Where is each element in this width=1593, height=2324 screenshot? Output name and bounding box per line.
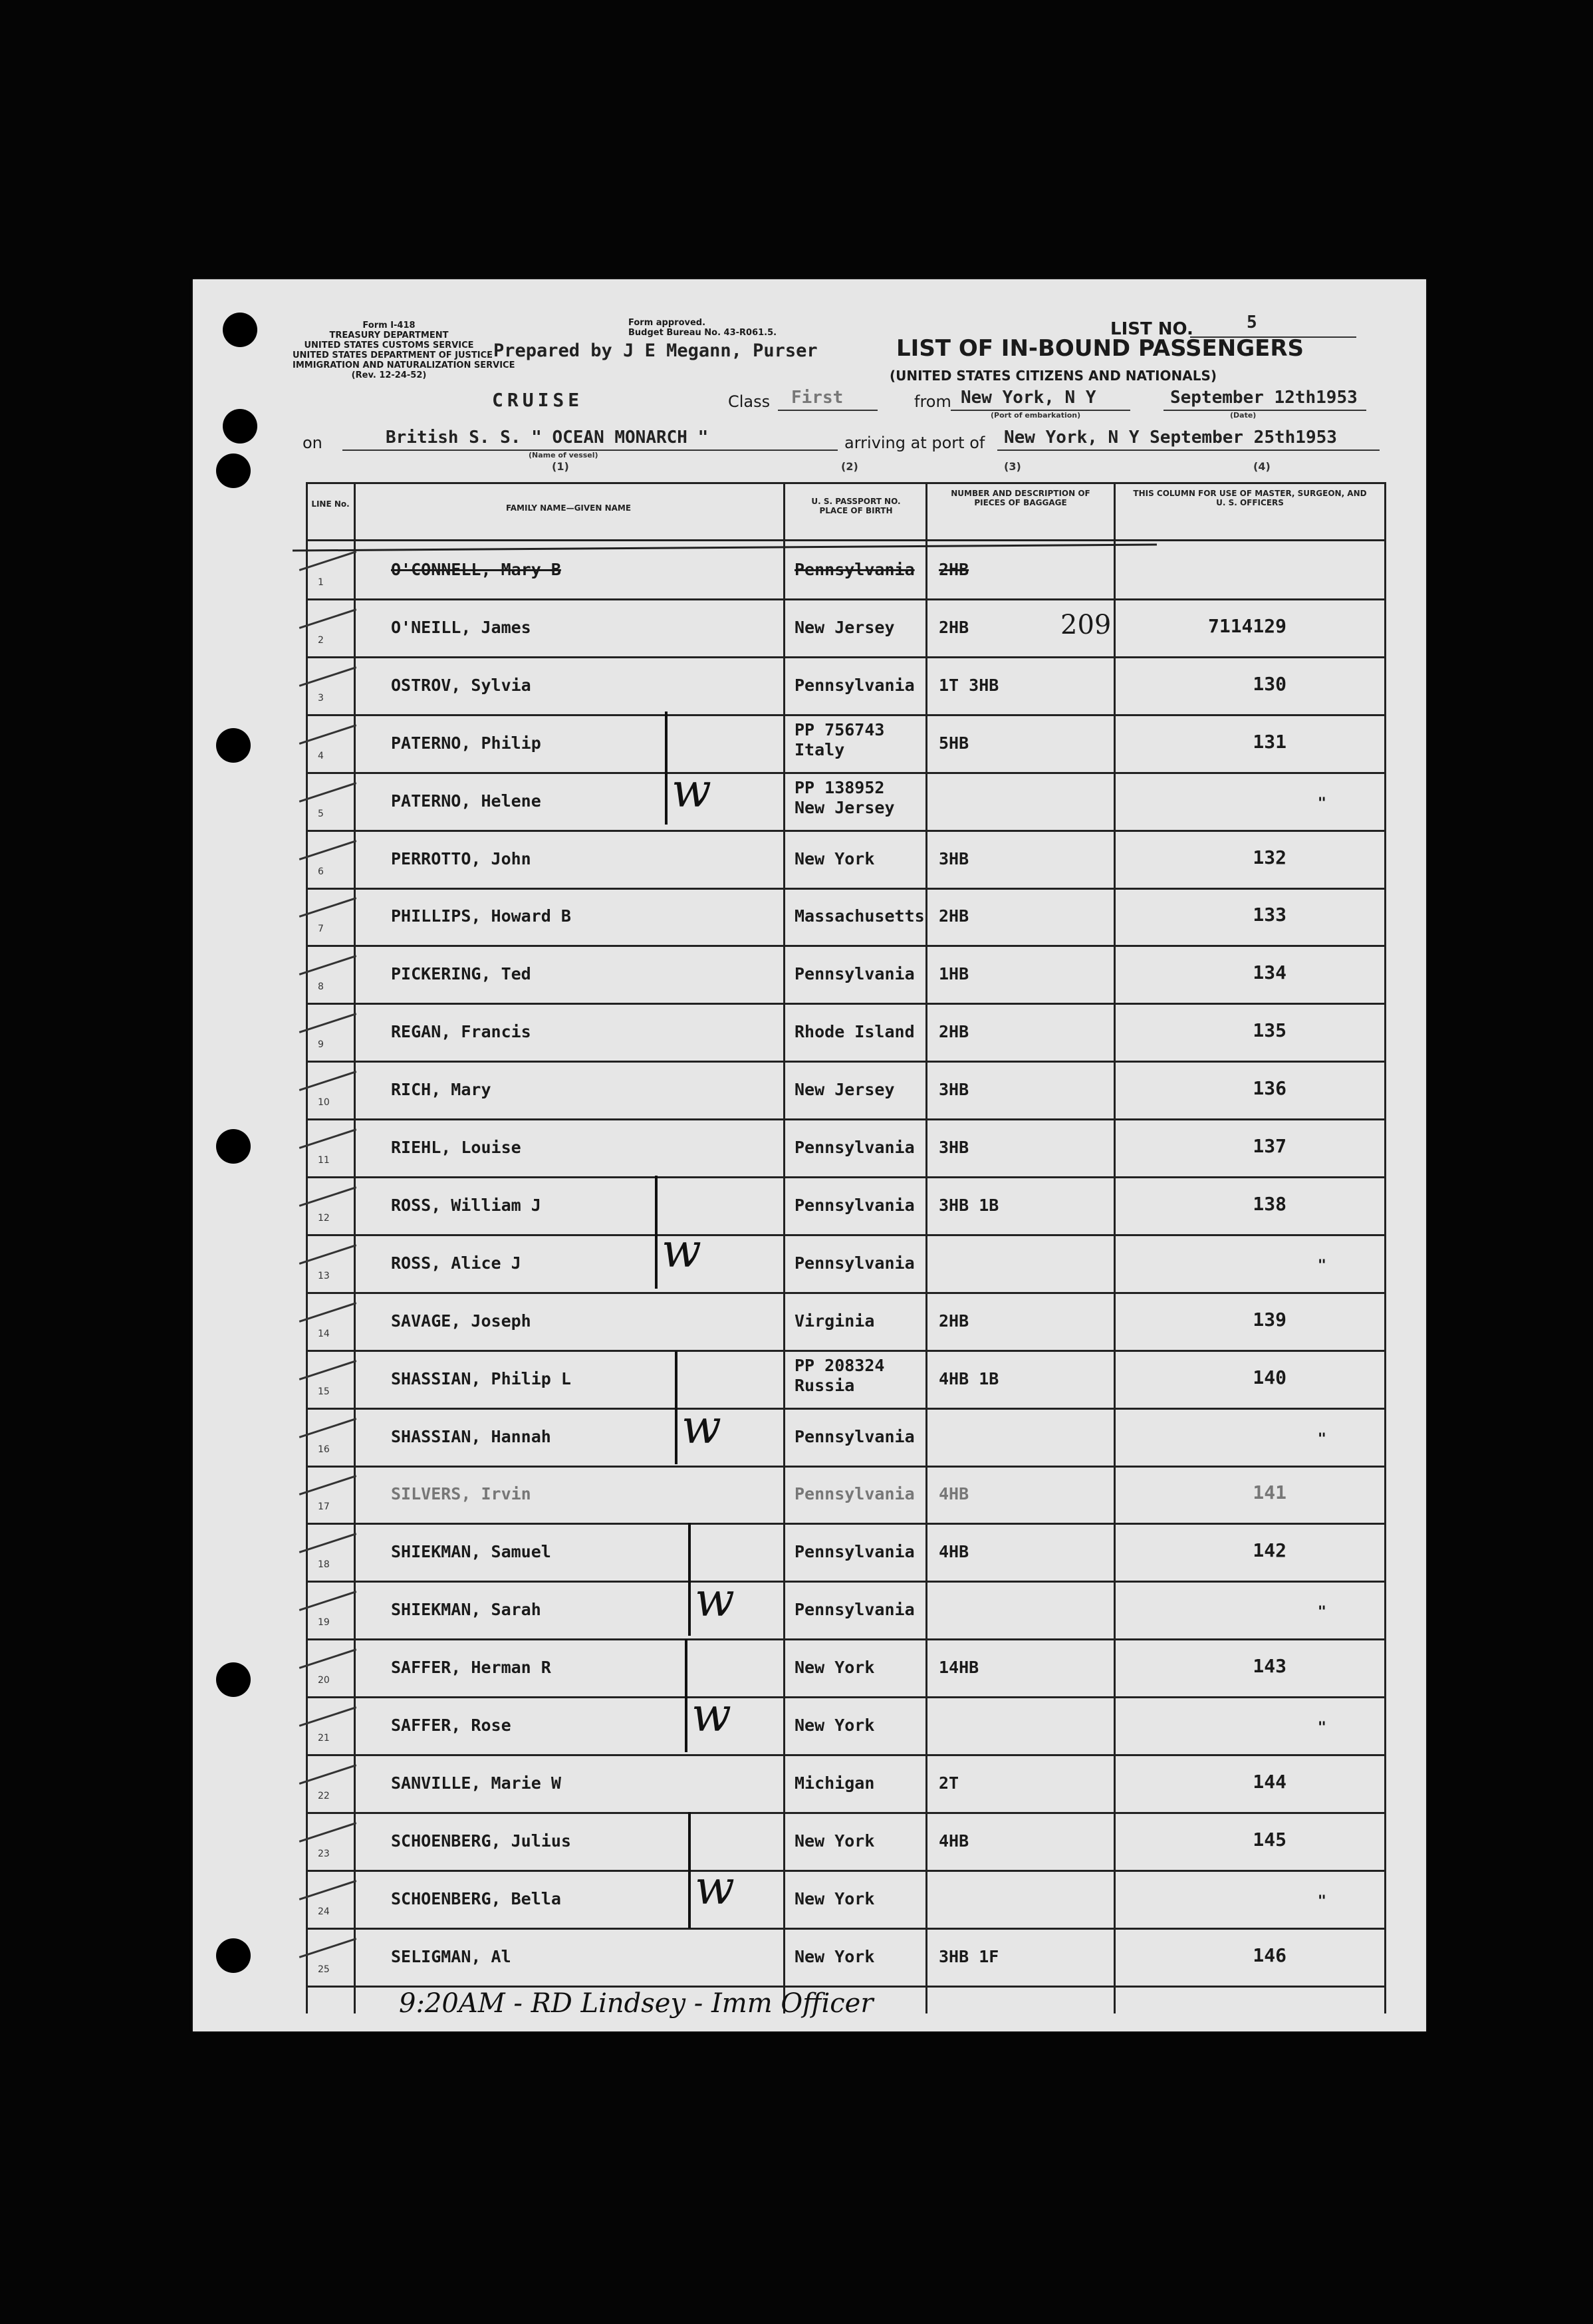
budget-bureau-line: Budget Bureau No. 43-R061.5. <box>628 328 777 338</box>
line-number: 17 <box>318 1501 330 1513</box>
line-number: 11 <box>318 1155 330 1166</box>
passenger-name: SCHOENBERG, Julius <box>391 1831 571 1851</box>
passenger-name: O'CONNELL, Mary B <box>391 560 561 579</box>
check-mark <box>299 1648 357 1669</box>
place-of-birth: Pennsylvania <box>795 1426 915 1446</box>
table-row <box>306 1581 1386 1640</box>
passport-birthplace <box>795 778 895 818</box>
admin-number: 131 <box>1253 730 1287 753</box>
approval-line: Form approved. <box>628 318 706 328</box>
place-of-birth: Massachusetts <box>795 906 925 926</box>
ditto-mark: " <box>1317 1430 1326 1448</box>
header-name: FAMILY NAME—GIVEN NAME <box>505 503 632 513</box>
header-passport: U. S. PASSPORT NO. PLACE OF BIRTH <box>811 497 901 515</box>
baggage: 1T 3HB <box>939 675 999 695</box>
passenger-name: PICKERING, Ted <box>391 964 531 984</box>
table-row <box>306 1408 1386 1468</box>
table-header <box>306 482 1386 541</box>
place-of-birth: New Jersey <box>795 797 895 817</box>
passenger-name: SHIEKMAN, Sarah <box>391 1600 541 1620</box>
passenger-name: SAFFER, Herman R <box>391 1658 551 1678</box>
place-of-birth: Virginia <box>795 1311 875 1331</box>
line-number: 6 <box>318 866 324 877</box>
baggage: 1HB <box>939 964 969 984</box>
check-mark <box>299 1476 357 1496</box>
passport-number: PP 208324 <box>795 1355 885 1375</box>
table-row <box>306 1293 1386 1352</box>
ditto-mark: " <box>1317 795 1326 812</box>
place-of-birth: New York <box>795 1946 875 1966</box>
admin-number: 146 <box>1253 1944 1287 1966</box>
check-mark <box>299 1071 357 1091</box>
line-number: 18 <box>318 1559 330 1571</box>
line-number: 10 <box>318 1097 330 1108</box>
punch-hole <box>216 1662 251 1697</box>
check-mark <box>299 1880 357 1900</box>
cruise-label: CRUISE <box>492 389 584 411</box>
line-number: 13 <box>318 1270 330 1281</box>
form-approval <box>628 318 777 338</box>
table-row <box>306 715 1386 774</box>
punch-hole <box>216 1129 251 1164</box>
place-of-birth: Rhode Island <box>795 1022 915 1042</box>
line-number: 8 <box>318 981 324 993</box>
ditto-mark: " <box>1317 1604 1326 1621</box>
passenger-name: SHASSIAN, Hannah <box>391 1426 551 1446</box>
dept-treasury: TREASURY DEPARTMENT <box>329 330 449 340</box>
family-mark: w <box>691 1688 731 1742</box>
list-number-label: LIST NO. <box>1110 319 1193 339</box>
check-mark <box>299 1533 357 1553</box>
line-number: 23 <box>318 1848 330 1859</box>
passenger-name: SCHOENBERG, Bella <box>391 1888 561 1908</box>
line-number: 2 <box>318 634 324 646</box>
place-of-birth: Pennsylvania <box>795 1542 915 1562</box>
passport-birthplace <box>795 1356 884 1396</box>
place-of-birth: New York <box>795 1716 875 1735</box>
family-mark: w <box>672 763 711 818</box>
header-line-no: LINE No. <box>311 499 350 509</box>
passenger-name: SAVAGE, Joseph <box>391 1311 531 1331</box>
table-row <box>306 946 1386 1005</box>
dept-customs: UNITED STATES CUSTOMS SERVICE <box>304 340 474 350</box>
baggage: 14HB <box>939 1658 979 1678</box>
place-of-birth: Pennsylvania <box>795 560 915 579</box>
table-row <box>306 599 1386 658</box>
baggage: 3HB 1B <box>939 1195 999 1215</box>
table-row <box>306 1351 1386 1410</box>
departure-date: September 12th1953 <box>1170 388 1358 408</box>
table-row <box>306 1639 1386 1698</box>
dept-ins: IMMIGRATION AND NATURALIZATION SERVICE <box>293 360 515 370</box>
line-number: 20 <box>318 1675 330 1686</box>
table-row <box>306 1061 1386 1120</box>
place-of-birth: New York <box>795 1658 875 1678</box>
table-row <box>306 888 1386 947</box>
baggage: 4HB 1B <box>939 1368 999 1388</box>
admin-number: 138 <box>1253 1192 1287 1215</box>
baggage: 4HB <box>939 1831 969 1851</box>
check-mark <box>299 1591 357 1611</box>
passenger-name: SHIEKMAN, Samuel <box>391 1542 551 1562</box>
admin-number: 140 <box>1253 1366 1287 1388</box>
passenger-name: PATERNO, Philip <box>391 733 541 753</box>
baggage: 4HB <box>939 1542 969 1562</box>
strike-line <box>293 543 1157 551</box>
table-row <box>306 1928 1386 1988</box>
admin-number: 141 <box>1253 1482 1287 1504</box>
from-caption: (Port of embarkation) <box>991 411 1081 420</box>
place-of-birth: Michigan <box>795 1773 875 1793</box>
admin-number: 144 <box>1253 1770 1287 1793</box>
ditto-mark: " <box>1317 1720 1326 1736</box>
handwritten-inspection-note: 9:20AM - RD Lindsey - Imm Officer <box>399 1988 874 2019</box>
punch-hole <box>223 409 257 444</box>
admin-number: 145 <box>1253 1828 1287 1851</box>
passenger-name: SELIGMAN, Al <box>391 1946 511 1966</box>
passenger-name: RIEHL, Louise <box>391 1138 521 1157</box>
punch-hole <box>223 313 257 347</box>
handwritten-number: 209 <box>1060 609 1112 640</box>
punch-hole <box>216 453 251 488</box>
passenger-name: PATERNO, Helene <box>391 791 541 811</box>
table-row <box>306 773 1386 832</box>
punch-hole <box>216 1938 251 1973</box>
baggage: 5HB <box>939 733 969 753</box>
ditto-mark: " <box>1317 1892 1326 1910</box>
line-number: 5 <box>318 808 324 819</box>
table-row <box>306 1003 1386 1063</box>
family-mark: w <box>662 1224 701 1278</box>
place-of-birth: New York <box>795 1831 875 1851</box>
admin-number: 130 <box>1253 672 1287 695</box>
arriving-label: arriving at port of <box>844 434 985 452</box>
place-of-birth: Pennsylvania <box>795 1138 915 1157</box>
place-of-birth: Pennsylvania <box>795 964 915 984</box>
header-admin: THIS COLUMN FOR USE OF MASTER, SURGEON, AND U. S. OFFICERS <box>1133 489 1367 507</box>
place-of-birth: New York <box>795 848 875 868</box>
passenger-name: SHASSIAN, Philip L <box>391 1368 571 1388</box>
place-of-birth: Pennsylvania <box>795 1195 915 1215</box>
check-mark <box>299 1244 357 1265</box>
baggage: 2HB <box>939 560 969 579</box>
table-row <box>306 1177 1386 1236</box>
check-mark <box>299 608 357 629</box>
check-mark <box>299 1418 357 1438</box>
col-number-2: (2) <box>841 460 858 473</box>
baggage: 2HB <box>939 617 969 637</box>
place-of-birth: New York <box>795 1888 875 1908</box>
check-mark <box>299 1360 357 1380</box>
passport-number: PP 756743 <box>795 719 885 739</box>
baggage: 2HB <box>939 1022 969 1042</box>
passenger-name: ROSS, Alice J <box>391 1253 521 1273</box>
list-number: 5 <box>1247 313 1257 332</box>
table-row <box>306 1466 1386 1525</box>
line-number: 12 <box>318 1212 330 1224</box>
family-mark: w <box>695 1573 735 1627</box>
manifest-sheet <box>193 279 1426 2031</box>
date-caption: (Date) <box>1230 411 1257 420</box>
passport-birthplace <box>795 720 884 760</box>
passenger-name: SANVILLE, Marie W <box>391 1773 561 1793</box>
check-mark <box>299 1706 357 1727</box>
vessel-name: British S. S. " OCEAN MONARCH " <box>386 428 709 448</box>
form-number: Form I-418 <box>362 321 416 330</box>
line-number: 21 <box>318 1733 330 1743</box>
check-mark <box>299 724 357 745</box>
check-mark <box>299 840 357 860</box>
admin-number: 132 <box>1253 846 1287 868</box>
admin-number: 136 <box>1253 1077 1287 1100</box>
place-of-birth: Italy <box>795 739 845 759</box>
from-value: New York, N Y <box>961 388 1096 408</box>
prepared-by: Prepared by J E Megann, Purser <box>493 340 818 361</box>
class-value: First <box>791 388 844 408</box>
passenger-name: ROSS, William J <box>391 1195 541 1215</box>
baggage: 3HB <box>939 1138 969 1157</box>
on-label: on <box>303 434 322 452</box>
admin-number: 135 <box>1253 1019 1287 1042</box>
class-label: Class <box>728 392 771 411</box>
line-number: 22 <box>318 1790 330 1801</box>
agency-block <box>293 321 515 380</box>
col-number-1: (1) <box>552 460 569 473</box>
check-mark <box>299 551 357 571</box>
line-number: 14 <box>318 1328 330 1339</box>
check-mark <box>299 1013 357 1033</box>
from-label: from <box>914 392 951 411</box>
passenger-name: OSTROV, Sylvia <box>391 675 531 695</box>
ditto-mark: " <box>1317 1257 1326 1274</box>
check-mark <box>299 782 357 803</box>
table-row <box>306 831 1386 890</box>
passenger-name: SAFFER, Rose <box>391 1716 511 1735</box>
passenger-name: O'NEILL, James <box>391 617 531 637</box>
baggage: 2HB <box>939 906 969 926</box>
check-mark <box>299 1128 357 1149</box>
table-row <box>306 1813 1386 1872</box>
baggage: 3HB 1F <box>939 1946 999 1966</box>
place-of-birth: Russia <box>795 1375 855 1395</box>
dept-justice: UNITED STATES DEPARTMENT OF JUSTICE <box>293 350 493 360</box>
header-baggage: NUMBER AND DESCRIPTION OF PIECES OF BAGGAGE <box>951 489 1090 507</box>
baggage: 3HB <box>939 848 969 868</box>
line-number: 4 <box>318 750 324 761</box>
line-number: 15 <box>318 1386 330 1397</box>
admin-number: 134 <box>1253 962 1287 984</box>
passenger-name: PERROTTO, John <box>391 848 531 868</box>
place-of-birth: Pennsylvania <box>795 1600 915 1620</box>
place-of-birth: New Jersey <box>795 1080 895 1100</box>
form-revision: (Rev. 12-24-52) <box>351 370 427 380</box>
line-number: 1 <box>318 577 324 588</box>
check-mark <box>299 1764 357 1785</box>
check-mark <box>299 1938 357 1958</box>
table-row <box>306 1697 1386 1756</box>
family-mark: w <box>681 1400 721 1454</box>
table-row <box>306 1871 1386 1930</box>
admin-number: 139 <box>1253 1308 1287 1331</box>
punch-hole <box>216 728 251 763</box>
check-mark <box>299 666 357 687</box>
admin-number: 142 <box>1253 1539 1287 1562</box>
table-row <box>306 1119 1386 1178</box>
baggage: 2HB <box>939 1311 969 1331</box>
check-mark <box>299 1186 357 1207</box>
admin-number: 7114129 <box>1207 614 1287 637</box>
line-number: 16 <box>318 1444 330 1455</box>
baggage: 2T <box>939 1773 959 1793</box>
table-row <box>306 1755 1386 1814</box>
table-row <box>306 1235 1386 1294</box>
table-row <box>306 541 1386 600</box>
check-mark <box>299 898 357 918</box>
col-number-4: (4) <box>1253 460 1271 473</box>
line-number: 24 <box>318 1906 330 1917</box>
passenger-name: REGAN, Francis <box>391 1022 531 1042</box>
admin-number: 137 <box>1253 1135 1287 1157</box>
line-number: 25 <box>318 1964 330 1975</box>
line-number: 9 <box>318 1039 324 1051</box>
check-mark <box>299 1302 357 1323</box>
admin-number: 143 <box>1253 1655 1287 1678</box>
baggage: 4HB <box>939 1484 969 1504</box>
baggage: 3HB <box>939 1080 969 1100</box>
place-of-birth: Pennsylvania <box>795 675 915 695</box>
table-row <box>306 1523 1386 1583</box>
place-of-birth: Pennsylvania <box>795 1253 915 1273</box>
form-subtitle: (UNITED STATES CITIZENS AND NATIONALS) <box>890 368 1217 384</box>
arrival-port-date: New York, N Y September 25th1953 <box>1004 428 1337 448</box>
form-title: LIST OF IN-BOUND PASSENGERS <box>896 335 1304 362</box>
place-of-birth: Pennsylvania <box>795 1484 915 1504</box>
line-number: 19 <box>318 1617 330 1628</box>
check-mark <box>299 955 357 975</box>
passport-number: PP 138952 <box>795 777 885 797</box>
admin-number: 133 <box>1253 904 1287 926</box>
passenger-name: PHILLIPS, Howard B <box>391 906 571 926</box>
place-of-birth: New Jersey <box>795 617 895 637</box>
line-number: 3 <box>318 692 324 704</box>
table-row <box>306 657 1386 716</box>
vessel-caption: (Name of vessel) <box>529 451 598 459</box>
check-mark <box>299 1822 357 1843</box>
line-number: 7 <box>318 924 324 935</box>
passenger-name: RICH, Mary <box>391 1080 491 1100</box>
family-mark: w <box>695 1861 735 1915</box>
passenger-name: SILVERS, Irvin <box>391 1484 531 1504</box>
col-number-3: (3) <box>1004 460 1021 473</box>
